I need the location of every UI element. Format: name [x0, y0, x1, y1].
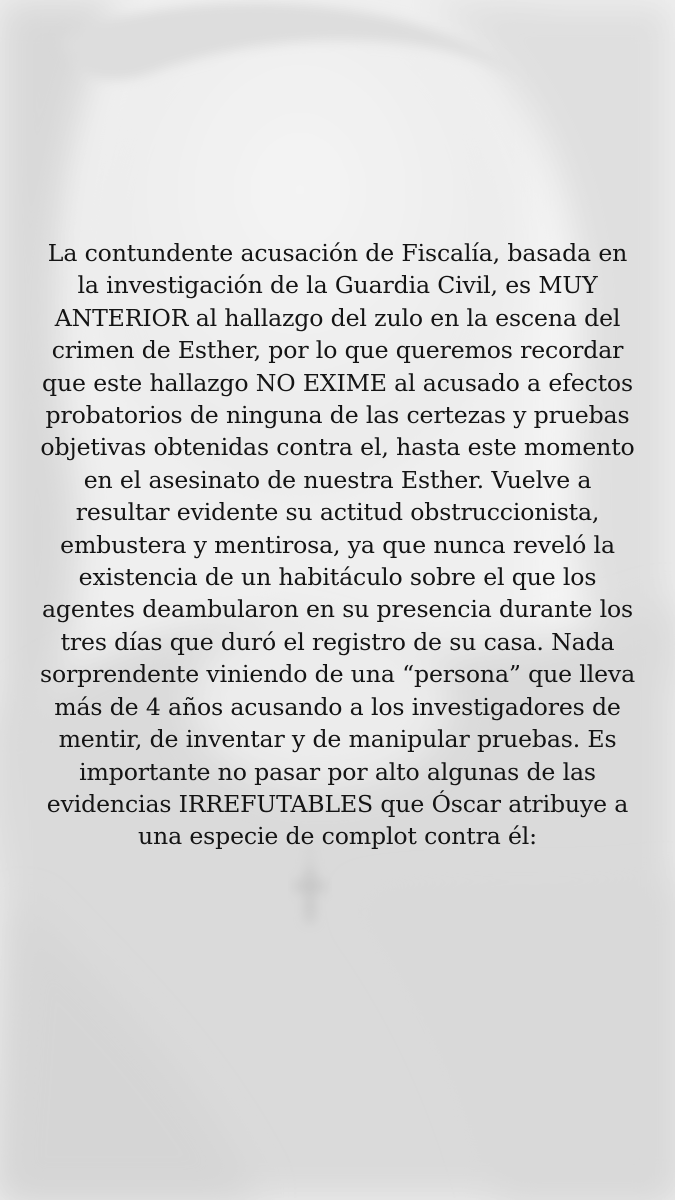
story-caption: La contundente acusación de Fiscalía, basada en la investigación de la Guardia Civil, es MUY ANTERIOR al hallazgo del zulo en la escena del crimen de Esther, por lo que queremos recordar que este hallazgo NO EXIME al acusado a efectos probatorios de ninguna de las certezas y pruebas objetivas obtenidas contra el, hasta este momento en el asesinato de nuestra Esther. Vuelve a resultar evidente su actitud obstruccionista, embustera y mentirosa, ya que nunca reveló la existencia de un habitáculo sobre el que los agentes deambularon en su presencia durante los tres días que duró el registro de su casa. Nada sorprendente viniendo de una “persona” que lleva más de 4 años acusando a los investigadores de mentir, de inventar y de manipular pruebas. Es importante no pasar por alto algunas de las evidencias IRREFUTABLES que Óscar atribuye a una especie de complot contra él: [40, 239, 635, 851]
